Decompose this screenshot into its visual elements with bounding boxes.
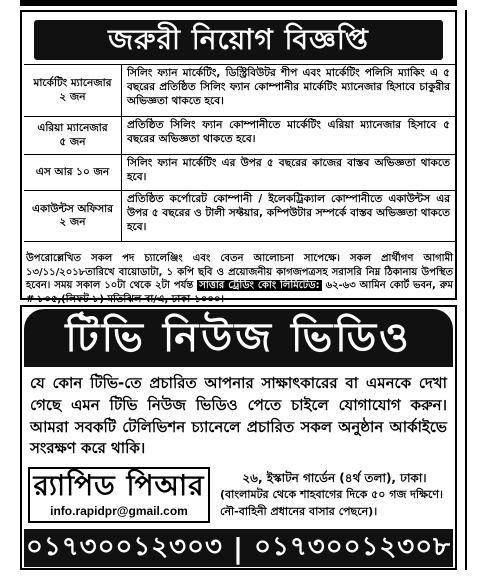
job-position-name: এরিয়া ম্যানেজার: [37, 122, 108, 135]
tv-news-advertisement: [20, 305, 457, 570]
job-position-count: ৫ জন: [59, 135, 86, 148]
brand-email: info.rapidpr@gmail.com: [50, 504, 188, 518]
job-position-name: মার্কেটিং ম্যানেজার: [33, 77, 112, 90]
phone-number-2: ০১৭৩০০১২৩০৮: [254, 532, 451, 562]
application-instructions: উপরোল্লেখিত সকল পদ চ্যালেঞ্জিং এবং বেতন আলোচনা সাপেক্ষে। সকল প্রার্থীগণ আগামী ১৩/১১/২০১৮তারিখে বায়োডাটা, ১ কপি ছবি ও প্রয়োজনীয় কাগজপত্রসহ সরাসরি নিম্ন ঠিকানায় উপস্থিত হবেন। সময় সকাল ১০টা থেকে ২টা পর্যন্ত: [26, 253, 453, 291]
job-position-cell: [24, 191, 122, 241]
job-row: [24, 190, 455, 242]
job-position-count: ২ জন: [59, 216, 86, 228]
job-row: [24, 154, 455, 190]
job-row: [24, 116, 455, 154]
job-ad-footer: [26, 252, 453, 306]
tv-ad-title: টিভি নিউজ ভিডিও: [24, 309, 453, 367]
job-ad-title: জরুরী নিয়োগ বিজ্ঞপ্তি: [34, 20, 443, 60]
brand-box: [28, 467, 210, 523]
job-position-cell: [24, 117, 122, 154]
job-position-cell: [24, 65, 122, 116]
side-border-line: [465, 10, 467, 570]
job-advertisement: [20, 10, 457, 305]
address-line-1: ২৬, ইস্কাটন গার্ডেন (৪র্থ তলা), ঢাকা।: [242, 471, 427, 485]
brand-name: র‍্যাপিড পিআর: [33, 469, 205, 502]
job-description: প্রতিষ্ঠিত কর্পোরেট কোম্পানী / ইলেকট্রিক্যাল কোম্পানীতে একাউন্টস এর উপর ৫ বছরের ও টালী সফ্টয়ার, কম্পিউটার সম্পর্কে বাস্তব অভিজ্ঞতা থাকতে হবে।: [127, 193, 450, 233]
job-position-count: ২ জন: [59, 90, 86, 103]
job-position-cell: [24, 155, 122, 190]
office-address: [216, 467, 453, 523]
job-row: [24, 64, 455, 116]
phone-bar: [24, 529, 453, 567]
job-position-name: একাউন্টস অফিসার: [32, 202, 113, 215]
top-strip: [20, 0, 457, 6]
company-name: সাত্তার ট্রেডিং কোং লিমিটেড:: [199, 280, 320, 291]
phone-separator: |: [232, 531, 245, 565]
company-address: ৬২-৬৩ আমিন কোর্ট ভবন, রুম # ৮০৫,(লিফট-৮) মতিঝিল বা/এ, ঢাকা-১০০০।: [26, 280, 453, 305]
tv-ad-body: যে কোন টিভি-তে প্রচারিত আপনার সাক্ষাৎকারের বা এমনকে দেখা গেছে এমন টিভি নিউজ ভিডিও পেতে চাইলে যোগাযোগ করুন। আমরা সবকটি টেলিভিশন চ্যানেলে প্রচারিত সকল অনুষ্ঠান আর্কাইভে সংরক্ষণ করে থাকি।: [30, 374, 447, 458]
address-line-2: (বাংলামটর থেকে শাহবাগের দিকে ৫০ গজ দক্ষিণে। নৌ-বাহিনী প্রধানের বাসার পেছনে)।: [220, 488, 443, 518]
job-position-name: এস আর ১০ জন: [35, 165, 110, 178]
job-description: সিলিং ফ্যান মার্কেটিং এর উপর ৫ বছরের কাজের বাস্তব অভিজ্ঞতা থাকতে হবে।: [127, 157, 450, 183]
job-positions-table: [24, 64, 455, 242]
phone-number-1: ০১৭৩০০১২৩০৩: [26, 532, 223, 562]
job-description: প্রতিষ্ঠিত সিলিং ফ্যান কোম্পানীতে মার্কেটিং এরিয়া ম্যানেজার হিসাবে ৫ বছরের অভিজ্ঞতা থাকতে হবে।: [127, 119, 450, 145]
job-description: সিলিং ফ্যান মার্কেটিং, ডিস্ট্রিবিউটর শীপ এবং মার্কেটিং পলিসি ম্যাকিং এ ৫ বছরের প্রতিষ্ঠিত সিলিং ফ্যান কোম্পানীর মার্কেটিং ম্যানেজার হিসাবে চাকুরীর অভিজ্ঞতা থাকতে হবে।: [127, 67, 450, 107]
